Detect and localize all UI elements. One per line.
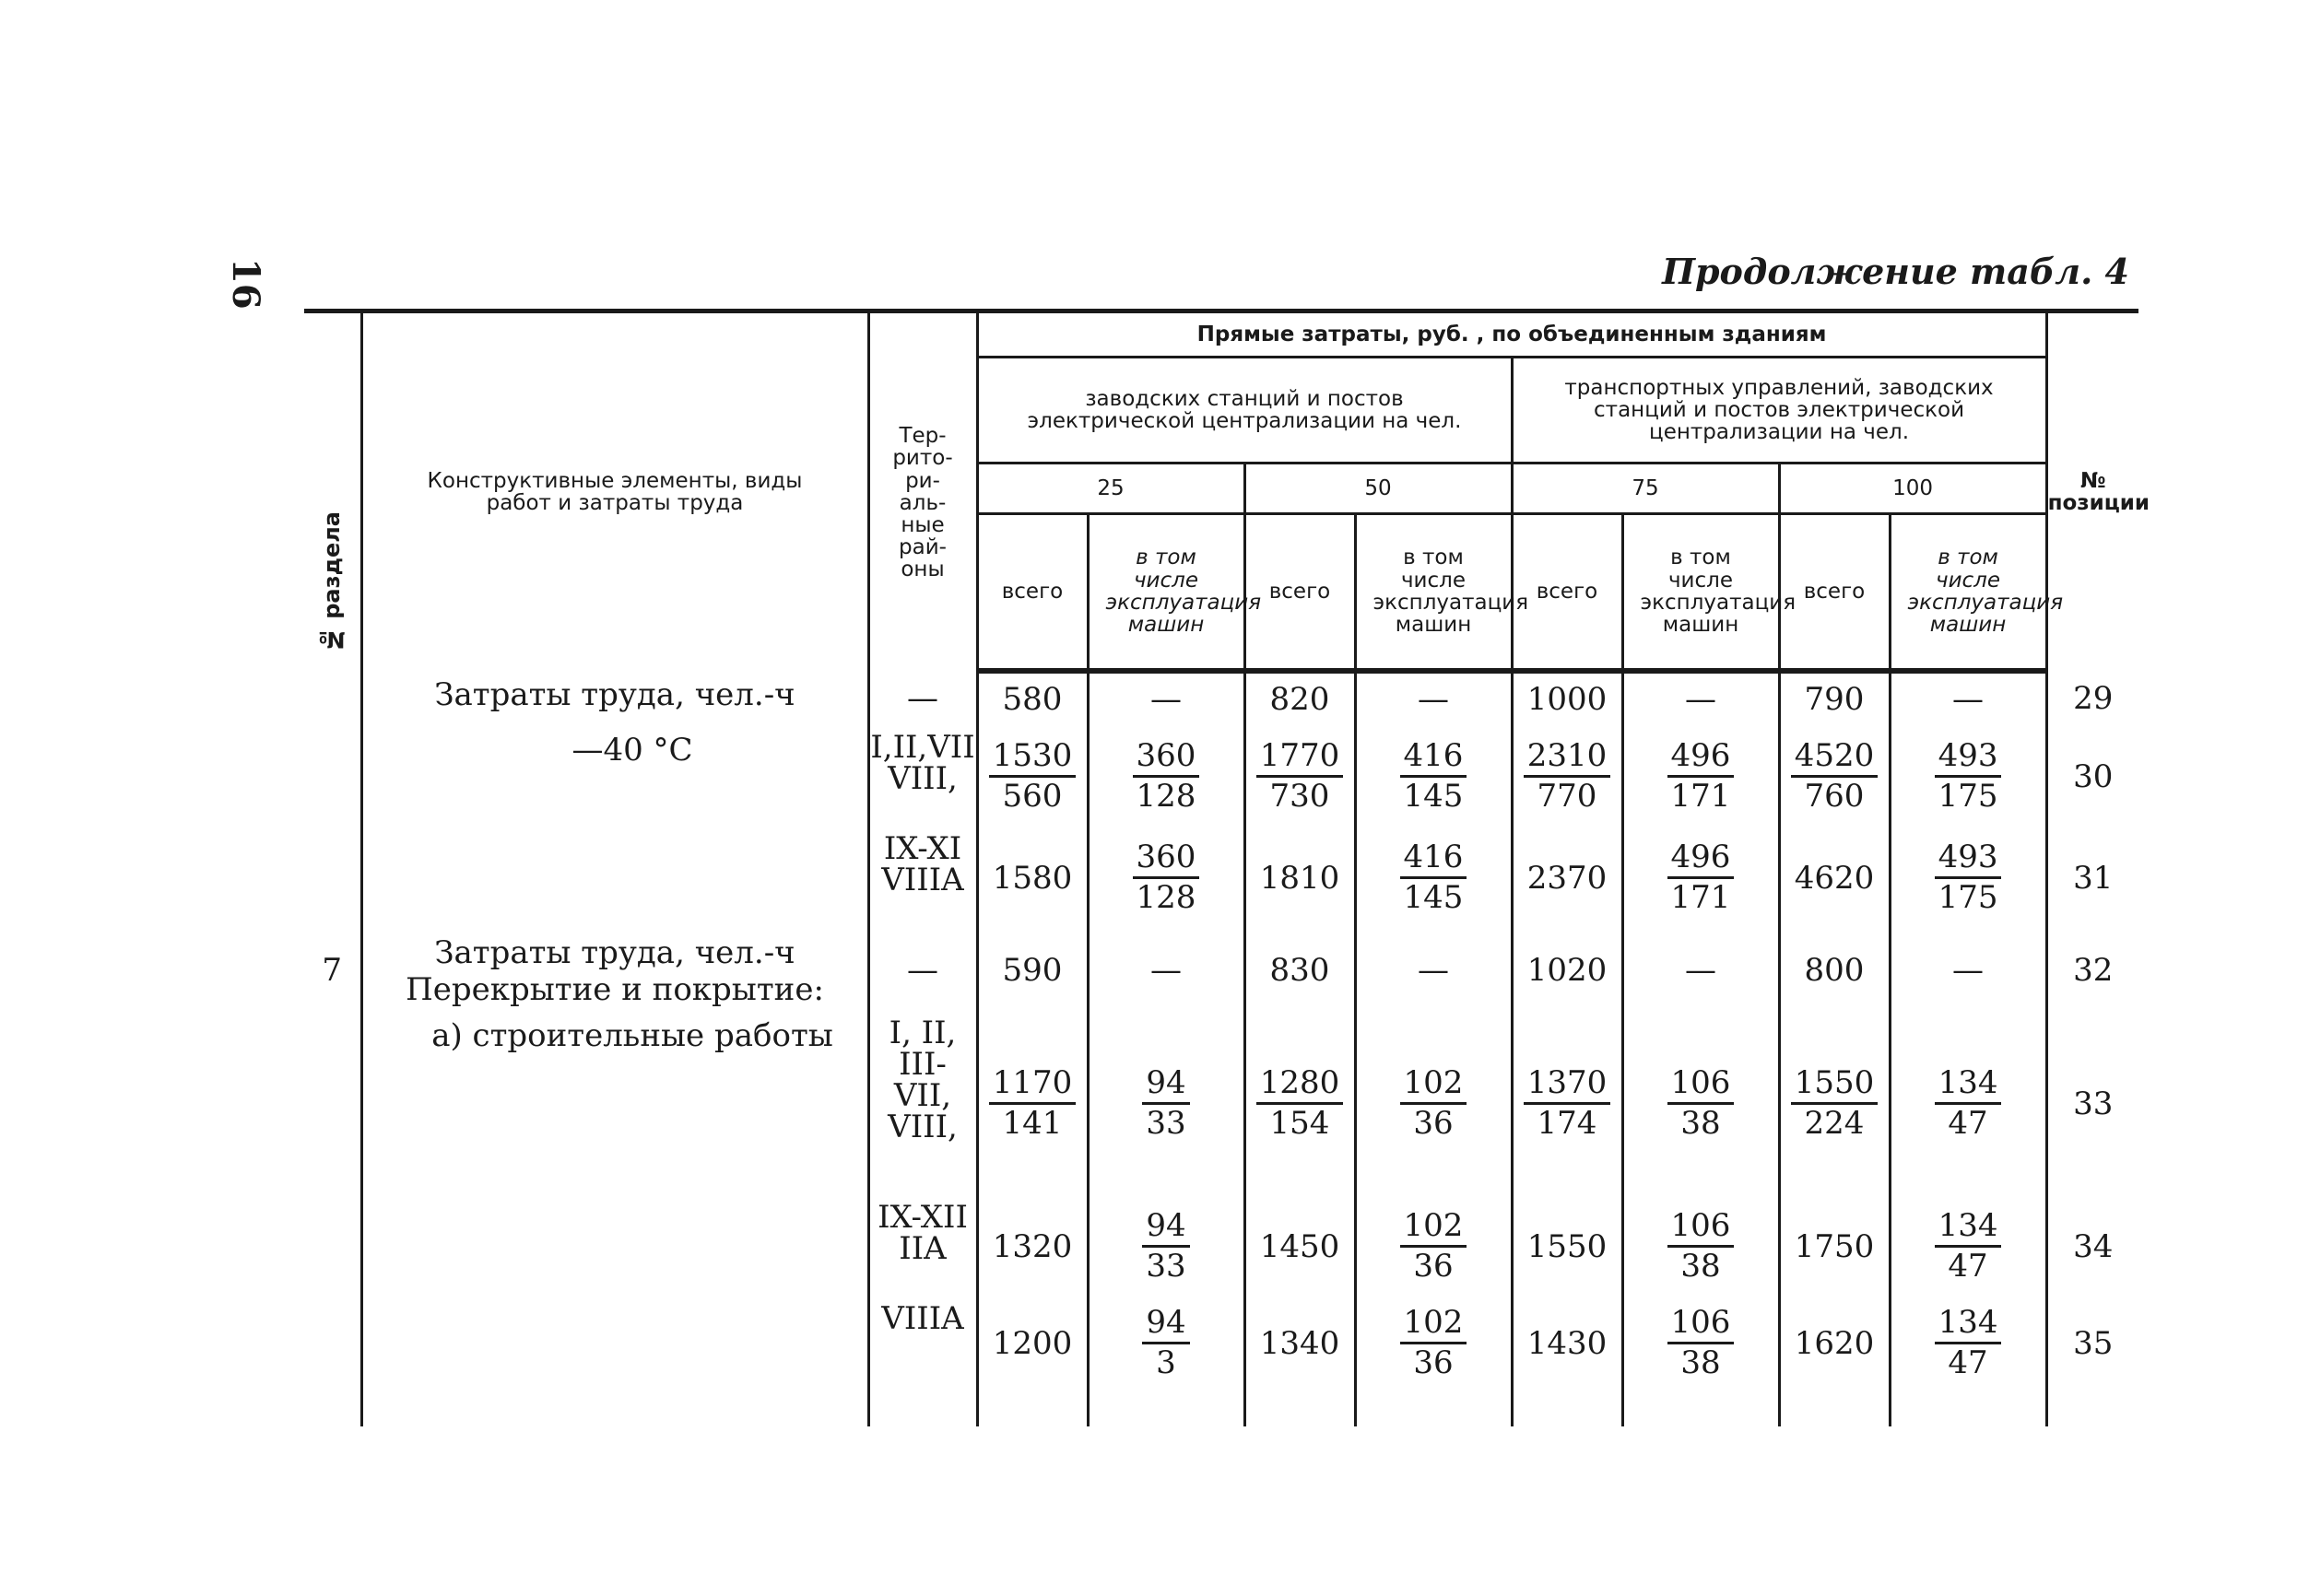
value-cell: — xyxy=(1890,929,2046,1012)
position-number-cell: 30 xyxy=(2046,726,2138,827)
element-label: Затраты труда, чел.-ч xyxy=(434,933,795,971)
header-territory: Тер- рито- ри- aль- ные рай- оны xyxy=(868,311,977,671)
section-number-cell xyxy=(304,1196,361,1297)
element-sublabel: Перекрытие и покрытие: xyxy=(406,970,824,1008)
territory-cell: VIIIA xyxy=(868,1297,977,1390)
header-machines: в том числе эксплуатация машин xyxy=(1890,514,2046,671)
fraction-value xyxy=(1935,1304,2002,1382)
header-elements: Конструктивные элементы, виды работ и затраты труда xyxy=(361,311,868,671)
value-cell: 1810 xyxy=(1244,827,1355,929)
fraction-denominator: 224 xyxy=(1804,1105,1865,1142)
value-cell: 1450 xyxy=(1244,1196,1355,1297)
page-number: 16 xyxy=(224,258,267,310)
fraction-value xyxy=(1935,1207,2002,1285)
value-cell: — xyxy=(1355,671,1512,726)
fraction-numerator: 1550 xyxy=(1791,1064,1879,1105)
position-number-cell: 33 xyxy=(2046,1012,2138,1196)
value-cell: 1340 xyxy=(1244,1297,1355,1390)
value-cell: — xyxy=(1622,671,1779,726)
spacer-cell xyxy=(361,1390,868,1426)
section-number-cell xyxy=(304,726,361,827)
territory-cell: I, II, III- VII, VIII, xyxy=(868,1012,977,1196)
fraction-value xyxy=(989,737,1077,816)
fraction-numerator: 416 xyxy=(1400,839,1467,879)
header-position-number: № позиции xyxy=(2046,311,2138,671)
fraction-denominator: 175 xyxy=(1938,778,1998,815)
value-cell xyxy=(1088,1196,1244,1297)
fraction-value xyxy=(1935,839,2002,917)
fraction-value xyxy=(1256,1064,1344,1143)
header-people-75: 75 xyxy=(1512,464,1779,514)
fraction-numerator: 106 xyxy=(1667,1304,1735,1344)
value-cell xyxy=(1088,1012,1244,1196)
fraction-value xyxy=(1791,737,1879,816)
territory-cell: IX-XII IIA xyxy=(868,1196,977,1297)
value-cell xyxy=(1244,1012,1355,1196)
fraction-numerator: 102 xyxy=(1400,1064,1467,1105)
fraction-numerator: 106 xyxy=(1667,1064,1735,1105)
spacer-cell xyxy=(1890,1390,2046,1426)
value-cell: 1580 xyxy=(977,827,1088,929)
fraction-denominator: 760 xyxy=(1804,778,1865,815)
fraction-value xyxy=(1400,1304,1467,1382)
value-cell xyxy=(1244,726,1355,827)
element-label: Затраты труда, чел.-ч xyxy=(434,675,795,713)
value-cell: 1550 xyxy=(1512,1196,1622,1297)
fraction-denominator: 145 xyxy=(1403,879,1464,916)
section-number-cell xyxy=(304,671,361,726)
header-machines: в том числе эксплуатация машин xyxy=(1622,514,1779,671)
fraction-denominator: 175 xyxy=(1938,879,1998,916)
header-machines: в том числе эксплуатация машин xyxy=(1355,514,1512,671)
value-cell: — xyxy=(1890,671,2046,726)
spacer-cell xyxy=(1622,1390,1779,1426)
fraction-denominator: 33 xyxy=(1146,1248,1186,1285)
table-row-spacer xyxy=(304,1390,2138,1426)
header-section-number: № раздела xyxy=(304,311,361,671)
fraction-numerator: 134 xyxy=(1935,1064,2002,1105)
position-number-cell: 34 xyxy=(2046,1196,2138,1297)
value-cell xyxy=(1890,1012,2046,1196)
value-cell xyxy=(977,726,1088,827)
spacer-cell xyxy=(1779,1390,1890,1426)
cost-table xyxy=(304,309,2150,1426)
fraction-numerator: 496 xyxy=(1667,737,1735,778)
value-cell: 1620 xyxy=(1779,1297,1890,1390)
fraction-numerator: 1770 xyxy=(1256,737,1344,778)
value-cell: 800 xyxy=(1779,929,1890,1012)
fraction-numerator: 134 xyxy=(1935,1207,2002,1248)
fraction-value xyxy=(1791,1064,1879,1143)
territory-cell: — xyxy=(868,671,977,726)
fraction-value xyxy=(1400,1207,1467,1285)
element-cell xyxy=(361,726,868,827)
fraction-denominator: 38 xyxy=(1680,1248,1721,1285)
fraction-denominator: 171 xyxy=(1670,879,1731,916)
header-total: всего xyxy=(1244,514,1355,671)
position-number-cell: 35 xyxy=(2046,1297,2138,1390)
territory-cell: I,II,VII VIII, xyxy=(868,726,977,827)
fraction-denominator: 730 xyxy=(1269,778,1330,815)
fraction-value xyxy=(1133,839,1200,917)
value-cell xyxy=(1890,726,2046,827)
territory-cell: — xyxy=(868,929,977,1012)
element-cell xyxy=(361,1297,868,1390)
value-cell: 4620 xyxy=(1779,827,1890,929)
fraction-denominator: 770 xyxy=(1537,778,1597,815)
fraction-denominator: 560 xyxy=(1002,778,1063,815)
fraction-numerator: 94 xyxy=(1142,1207,1189,1248)
section-number-cell xyxy=(304,1297,361,1390)
fraction-denominator: 36 xyxy=(1413,1344,1454,1381)
fraction-numerator: 1370 xyxy=(1524,1064,1611,1105)
fraction-numerator: 106 xyxy=(1667,1207,1735,1248)
fraction-value xyxy=(1667,1064,1735,1143)
section-number-cell xyxy=(304,827,361,929)
fraction-value xyxy=(1524,737,1611,816)
fraction-denominator: 128 xyxy=(1136,879,1196,916)
header-group-transport: транспортных управлений, заводских станций и постов электрической централизации на чел. xyxy=(1512,358,2046,464)
fraction-denominator: 38 xyxy=(1680,1105,1721,1142)
fraction-numerator: 1170 xyxy=(989,1064,1077,1105)
value-cell: — xyxy=(1622,929,1779,1012)
value-cell xyxy=(1512,1012,1622,1196)
table-row xyxy=(304,1196,2138,1297)
header-people-100: 100 xyxy=(1779,464,2046,514)
fraction-numerator: 493 xyxy=(1935,839,2002,879)
fraction-denominator: 171 xyxy=(1670,778,1731,815)
value-cell: 2370 xyxy=(1512,827,1622,929)
position-number-cell: 32 xyxy=(2046,929,2138,1012)
fraction-denominator: 174 xyxy=(1537,1105,1597,1142)
table-row xyxy=(304,671,2138,726)
value-cell xyxy=(1088,827,1244,929)
fraction-denominator: 38 xyxy=(1680,1344,1721,1381)
fraction-value xyxy=(1142,1207,1189,1285)
position-number-cell: 31 xyxy=(2046,827,2138,929)
value-cell xyxy=(1890,827,2046,929)
table-row xyxy=(304,827,2138,929)
value-cell: — xyxy=(1355,929,1512,1012)
fraction-value xyxy=(1667,1304,1735,1382)
value-cell: — xyxy=(1088,671,1244,726)
fraction-denominator: 36 xyxy=(1413,1105,1454,1142)
value-cell: 1320 xyxy=(977,1196,1088,1297)
fraction-denominator: 47 xyxy=(1948,1105,1988,1142)
value-cell xyxy=(1622,1297,1779,1390)
fraction-value xyxy=(1142,1304,1189,1382)
fraction-numerator: 360 xyxy=(1133,737,1200,778)
spacer-cell xyxy=(1088,1390,1244,1426)
value-cell: 580 xyxy=(977,671,1088,726)
element-cell xyxy=(361,827,868,929)
value-cell: 1020 xyxy=(1512,929,1622,1012)
fraction-value xyxy=(1667,737,1735,816)
fraction-value xyxy=(989,1064,1077,1143)
value-cell xyxy=(1890,1196,2046,1297)
fraction-numerator: 2310 xyxy=(1524,737,1611,778)
fraction-numerator: 493 xyxy=(1935,737,2002,778)
fraction-denominator: 36 xyxy=(1413,1248,1454,1285)
fraction-value xyxy=(1400,1064,1467,1143)
value-cell xyxy=(1355,726,1512,827)
header-total: всего xyxy=(1512,514,1622,671)
value-cell: 790 xyxy=(1779,671,1890,726)
spacer-cell xyxy=(304,1390,361,1426)
header-direct-costs: Прямые затраты, руб. , по объединенным зданиям xyxy=(977,311,2046,358)
table-continuation-title: Продолжение табл. 4 xyxy=(1662,251,2129,292)
position-number-cell: 29 xyxy=(2046,671,2138,726)
section-number-cell xyxy=(304,1012,361,1196)
fraction-value xyxy=(1935,737,2002,816)
value-cell xyxy=(1622,1012,1779,1196)
element-label: а) строительные работы xyxy=(431,1016,833,1054)
value-cell: 1000 xyxy=(1512,671,1622,726)
value-cell: 830 xyxy=(1244,929,1355,1012)
fraction-value xyxy=(1667,839,1735,917)
header-total: всего xyxy=(1779,514,1890,671)
fraction-denominator: 33 xyxy=(1146,1105,1186,1142)
value-cell: 1200 xyxy=(977,1297,1088,1390)
fraction-value xyxy=(1667,1207,1735,1285)
fraction-value xyxy=(1935,1064,2002,1143)
fraction-denominator: 47 xyxy=(1948,1344,1988,1381)
element-cell xyxy=(361,1196,868,1297)
fraction-value xyxy=(1524,1064,1611,1143)
value-cell: — xyxy=(1088,929,1244,1012)
fraction-denominator: 145 xyxy=(1403,778,1464,815)
territory-cell: IX-XI VIIIA xyxy=(868,827,977,929)
fraction-numerator: 94 xyxy=(1142,1064,1189,1105)
fraction-numerator: 134 xyxy=(1935,1304,2002,1344)
value-cell: 820 xyxy=(1244,671,1355,726)
fraction-numerator: 416 xyxy=(1400,737,1467,778)
header-machines: в том числе эксплуатация машин xyxy=(1088,514,1244,671)
fraction-denominator: 3 xyxy=(1156,1344,1176,1381)
element-cell xyxy=(361,671,868,726)
section-number-cell: 7 xyxy=(322,951,343,989)
fraction-numerator: 4520 xyxy=(1791,737,1879,778)
fraction-numerator: 102 xyxy=(1400,1304,1467,1344)
value-cell xyxy=(1355,1297,1512,1390)
fraction-numerator: 1530 xyxy=(989,737,1077,778)
table-row xyxy=(304,1297,2138,1390)
fraction-value xyxy=(1133,737,1200,816)
table-row xyxy=(304,726,2138,827)
fraction-value xyxy=(1142,1064,1189,1143)
fraction-value xyxy=(1400,737,1467,816)
value-cell xyxy=(1088,726,1244,827)
spacer-cell xyxy=(1244,1390,1355,1426)
fraction-denominator: 154 xyxy=(1269,1105,1330,1142)
value-cell xyxy=(1088,1297,1244,1390)
spacer-cell xyxy=(2046,1390,2138,1426)
element-label: —40 °С xyxy=(571,731,693,769)
fraction-value xyxy=(1256,737,1344,816)
header-total: всего xyxy=(977,514,1088,671)
value-cell: 1430 xyxy=(1512,1297,1622,1390)
header-people-50: 50 xyxy=(1244,464,1512,514)
value-cell xyxy=(1512,726,1622,827)
value-cell: 1750 xyxy=(1779,1196,1890,1297)
fraction-denominator: 47 xyxy=(1948,1248,1988,1285)
fraction-numerator: 360 xyxy=(1133,839,1200,879)
spacer-cell xyxy=(977,1390,1088,1426)
value-cell xyxy=(1622,827,1779,929)
value-cell xyxy=(1890,1297,2046,1390)
fraction-denominator: 141 xyxy=(1002,1105,1063,1142)
value-cell xyxy=(977,1012,1088,1196)
spacer-cell xyxy=(1512,1390,1622,1426)
spacer-cell xyxy=(1355,1390,1512,1426)
fraction-denominator: 128 xyxy=(1136,778,1196,815)
fraction-numerator: 94 xyxy=(1142,1304,1189,1344)
value-cell xyxy=(1355,1012,1512,1196)
header-people-25: 25 xyxy=(977,464,1244,514)
value-cell: 590 xyxy=(977,929,1088,1012)
value-cell xyxy=(1355,1196,1512,1297)
fraction-value xyxy=(1400,839,1467,917)
spacer-cell xyxy=(868,1390,977,1426)
fraction-numerator: 1280 xyxy=(1256,1064,1344,1105)
value-cell xyxy=(1622,726,1779,827)
table-row xyxy=(304,929,2138,1012)
element-cell xyxy=(361,1012,868,1196)
value-cell xyxy=(1622,1196,1779,1297)
fraction-numerator: 496 xyxy=(1667,839,1735,879)
value-cell xyxy=(1779,1012,1890,1196)
header-group-factory-stations: заводских станций и постов электрической централизации на чел. xyxy=(977,358,1512,464)
table-row xyxy=(304,1012,2138,1196)
value-cell xyxy=(1355,827,1512,929)
value-cell xyxy=(1779,726,1890,827)
fraction-numerator: 102 xyxy=(1400,1207,1467,1248)
element-cell xyxy=(361,929,868,1012)
